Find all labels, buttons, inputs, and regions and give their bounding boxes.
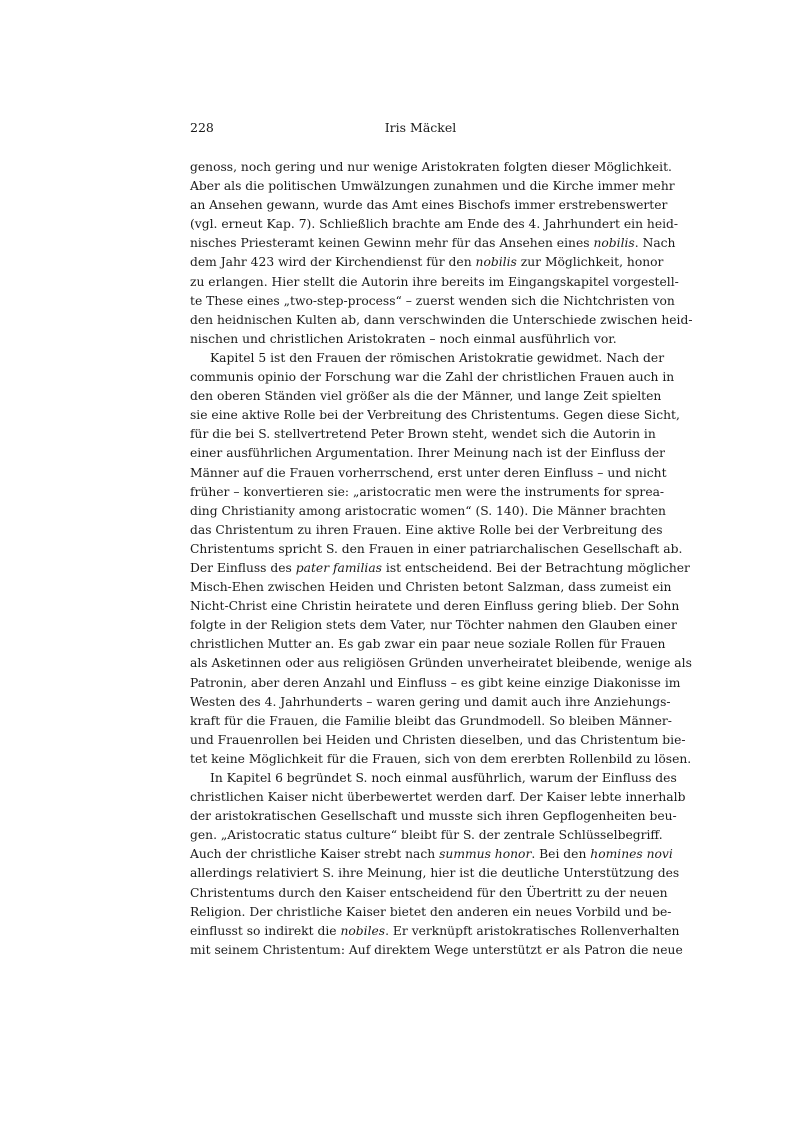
text-line: als Asketinnen oder aus religiösen Gründen unverheiratet bleibende, wenige als [190,656,692,671]
text-line: den heidnischen Kulten ab, dann verschwinden die Unterschiede zwischen heid- [190,312,693,327]
text-line: einflusst so indirekt die nobiles. Er verknüpft aristokratisches Rollenverhalten [190,923,680,938]
text-line: Der Einfluss des pater familias ist entscheidend. Bei der Betrachtung möglicher [190,560,690,575]
text-line: kraft für die Frauen, die Familie bleibt das Grundmodell. So bleiben Männer- [190,713,672,728]
text-line: te These eines „two-step-process“ – zuerst wenden sich die Nichtchristen von [190,293,675,308]
document-page [190,118,693,960]
text-line: christlichen Mutter an. Es gab zwar ein paar neue soziale Rollen für Frauen [190,637,666,652]
text-line: zu erlangen. Hier stellt die Autorin ihre bereits im Eingangskapitel vorgestell- [190,274,679,289]
text-line: Christentums spricht S. den Frauen in einer patriarchalischen Gesellschaft ab. [190,541,683,556]
text-line: dem Jahr 423 wird der Kirchendienst für den nobilis zur Möglichkeit, honor [190,255,664,270]
text-line: Misch-Ehen zwischen Heiden und Christen betont Salzman, dass zumeist ein [190,580,672,595]
text-line: Nicht-Christ eine Christin heiratete und deren Einfluss gering blieb. Der Sohn [190,599,680,614]
text-line: tet keine Möglichkeit für die Frauen, sich von dem ererbten Rollenbild zu lösen. [190,751,692,766]
paragraph [190,158,693,349]
text-line: Christentums durch den Kaiser entscheidend für den Übertritt zu der neuen [190,885,668,900]
text-line: für die bei S. stellvertretend Peter Brown steht, wendet sich die Autorin in [190,427,656,442]
text-line: folgte in der Religion stets dem Vater, nur Töchter nahmen den Glauben einer [190,618,677,633]
text-line: gen. „Aristocratic status culture“ bleibt für S. der zentrale Schlüsselbegriff. [190,828,663,843]
text-line: den oberen Ständen viel größer als die der Männer, und lange Zeit spielten [190,389,662,404]
text-line: nisches Priesteramt keinen Gewinn mehr für das Ansehen eines nobilis. Nach [190,236,676,251]
text-line: mit seinem Christentum: Auf direktem Wege unterstützt er als Patron die neue [190,942,683,957]
text-line: christlichen Kaiser nicht überbewertet werden darf. Der Kaiser lebte innerhalb [190,790,686,805]
text-line: allerdings relativiert S. ihre Meinung, hier ist die deutliche Unterstützung des [190,866,680,881]
text-line: Männer auf die Frauen vorherrschend, erst unter deren Einfluss – und nicht [190,465,667,480]
paragraph [190,769,686,960]
text-line: Kapitel 5 ist den Frauen der römischen Aristokratie gewidmet. Nach der [210,350,665,365]
text-line: Religion. Der christliche Kaiser bietet den anderen ein neues Vorbild und be- [190,904,672,919]
text-line: nischen und christlichen Aristokraten – noch einmal ausführlich vor. [190,331,617,346]
text-line: In Kapitel 6 begründet S. noch einmal ausführlich, warum der Einfluss des [210,771,677,785]
text-line: Patronin, aber deren Anzahl und Einfluss – es gibt keine einzige Diakonisse im [190,675,681,690]
text-line: Auch der christliche Kaiser strebt nach summus honor. Bei den homines novi [190,847,673,862]
text-line: sie eine aktive Rolle bei der Verbreitung des Christentums. Gegen diese Sicht, [190,408,680,423]
paragraph [190,349,692,769]
page-header [190,118,651,138]
text-line: der aristokratischen Gesellschaft und musste sich ihren Gepflogenheiten beu- [190,809,677,824]
text-line: und Frauenrollen bei Heiden und Christen dieselben, und das Christentum bie- [190,732,686,747]
text-line: einer ausführlichen Argumentation. Ihrer Meinung nach ist der Einfluss der [190,446,666,461]
text-line: genoss, noch gering und nur wenige Aristokraten folgten dieser Möglichkeit. [190,160,672,174]
running-head-author: Iris Mäckel [384,120,457,135]
text-line: an Ansehen gewann, wurde das Amt eines Bischofs immer erstrebenswerter [190,198,668,213]
text-line: Westen des 4. Jahrhunderts – waren gering und damit auch ihre Anziehungs- [190,694,671,709]
text-line: Aber als die politischen Umwälzungen zunahmen und die Kirche immer mehr [190,179,675,194]
page-number: 228 [190,120,214,135]
text-line: communis opinio der Forschung war die Zahl der christlichen Frauen auch in [190,370,675,385]
body-text [190,158,693,960]
text-line: früher – konvertieren sie: „aristocratic men were the instruments for sprea- [190,484,665,499]
text-line: das Christentum zu ihren Frauen. Eine aktive Rolle bei der Verbreitung des [190,522,663,537]
text-line: ding Christianity among aristocratic women“ (S. 140). Die Männer brachten [190,503,666,518]
text-line: (vgl. erneut Kap. 7). Schließlich brachte am Ende des 4. Jahrhundert ein heid- [190,217,679,232]
